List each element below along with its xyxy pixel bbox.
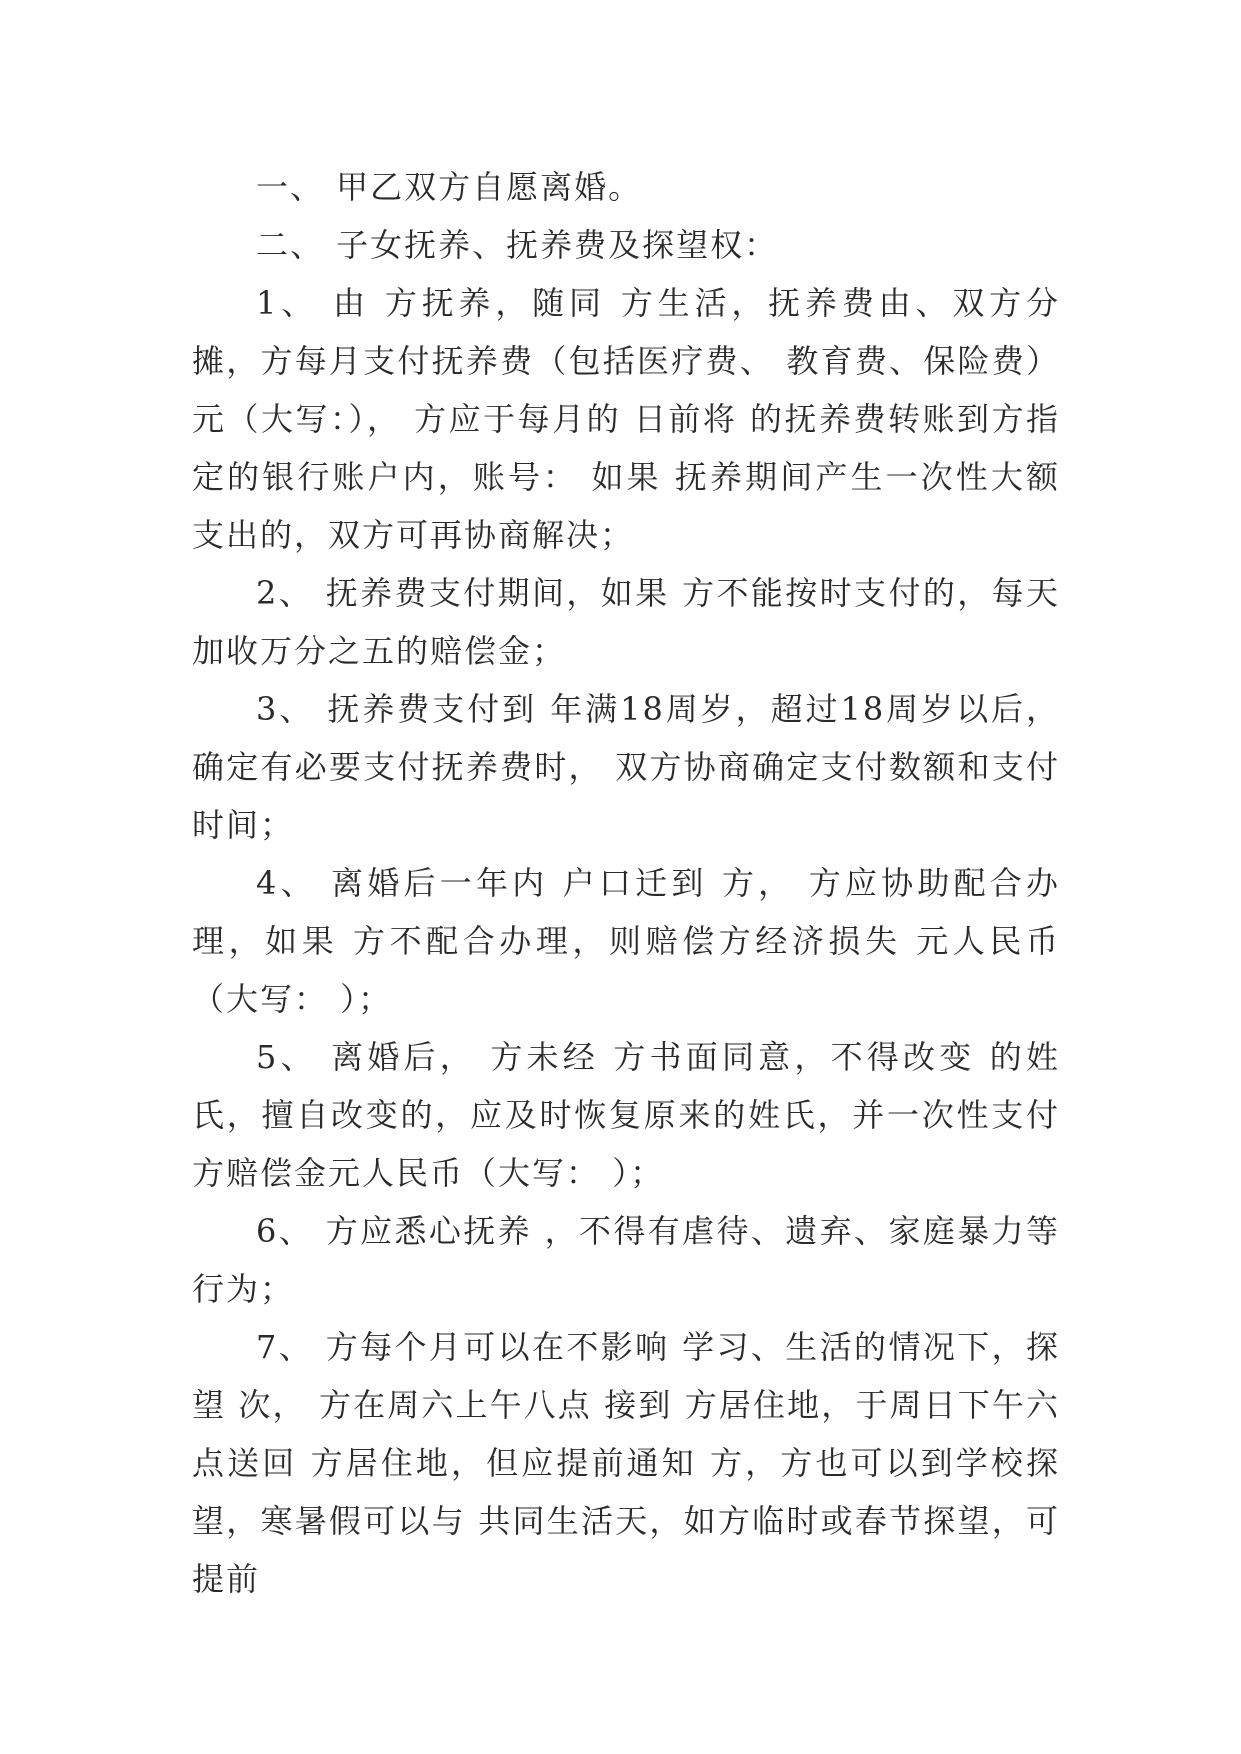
paragraph-item-4: 4、 离婚后一年内 户口迁到 方， 方应协助配合办理，如果 方不配合办理，则赔偿方经济损失 元人民币（大写： ）； bbox=[192, 864, 1060, 1018]
paragraph-item-3: 3、 抚养费支付到 年满18周岁，超过18周岁以后，确定有必要支付抚养费时， 双方协商确定支付数额和支付时间； bbox=[192, 690, 1060, 844]
paragraph-clause-1: 一、 甲乙双方自愿离婚。 bbox=[256, 168, 643, 206]
paragraph-item-6: 6、 方应悉心抚养 ，不得有虐待、遗弃、家庭暴力等行为； bbox=[192, 1212, 1060, 1308]
paragraph-clause-2: 二、 子女抚养、抚养费及探望权： bbox=[256, 226, 779, 264]
paragraph-item-5: 5、 离婚后， 方未经 方书面同意，不得改变 的姓氏，擅自改变的，应及时恢复原来的姓氏，并一次性支付 方赔偿金元人民币（大写： ）； bbox=[192, 1038, 1060, 1192]
document-body bbox=[192, 158, 1060, 1608]
paragraph-item-1: 1、 由 方抚养，随同 方生活，抚养费由、双方分摊，方每月支付抚养费（包括医疗费、 教育费、保险费）元（大写：）， 方应于每月的 日前将 的抚养费转账到方指定的银行账户内，账号： 如果 抚养期间产生一次性大额支出的，双方可再协商解决； bbox=[192, 284, 1060, 554]
paragraph-item-7: 7、 方每个月可以在不影响 学习、生活的情况下，探望 次， 方在周六上午八点 接到 方居住地，于周日下午六点送回 方居住地，但应提前通知 方，方也可以到学校探望，寒暑假可以与 共同生活天，如方临时或春节探望，可提前 bbox=[192, 1328, 1060, 1598]
paragraph-item-2: 2、 抚养费支付期间，如果 方不能按时支付的，每天加收万分之五的赔偿金； bbox=[192, 574, 1060, 670]
